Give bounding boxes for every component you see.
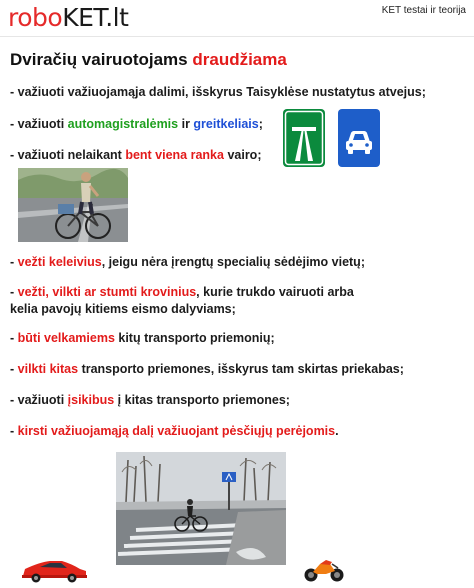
rule-item [10,284,354,318]
rule-highlight: vilkti kitas [17,362,79,376]
rule-item [10,84,426,101]
rule-item [10,330,275,347]
car-icon [20,556,88,583]
rule-item [10,147,261,164]
rule-item [10,423,339,440]
motorcycle-icon [302,558,346,583]
rule-highlight: įsikibus [67,393,115,407]
rule-highlight: kirsti važiuojamąją dalį važiuojant pėsčiųjų perėjomis [17,424,336,438]
rule-item [10,361,404,378]
rule-text: - [10,424,18,438]
rule-text: - važiuoti nelaikant [10,148,126,162]
cyclist-photo [18,168,128,242]
rule-text: - važiuoti važiuojamąja dalimi, išskyrus Taisyklėse nustatytus atvejus; [10,85,426,99]
logo-part-ket: KET.lt [62,3,129,32]
rule-text: - [10,285,18,299]
rule-text: - [10,331,18,345]
site-header [0,0,474,40]
rule-text: ir [178,117,194,131]
rule-item [10,116,263,133]
crossing-photo [116,452,286,565]
rule-text: - važiuoti [10,117,68,131]
rule-text: - važiuoti [10,393,68,407]
logo-part-robo: robo [8,3,63,32]
rule-highlight: būti velkamiems [17,331,115,345]
rule-highlight: bent viena ranka [125,148,224,162]
rule-highlight: vežti, vilkti ar stumti krovinius [17,285,197,299]
site-logo[interactable] [8,4,128,32]
rule-item [10,392,290,409]
rule-highlight-expressways: greitkeliais [193,117,259,131]
rule-item [10,254,365,271]
rule-text: ; [258,117,263,131]
title-prefix: Dviračių vairuotojams [10,50,188,69]
rule-text: į kitas transporto priemones; [114,393,290,407]
rule-text: , kurie trukdo vairuoti arba [196,285,354,299]
rule-text: kitų transporto priemonių; [114,331,275,345]
rule-text-line2: kelia pavojų kitiems eismo dalyviams; [10,302,236,316]
rule-text: transporto priemones, išskyrus tam skirtas priekabas; [78,362,404,376]
rule-text: , jeigu nėra įrengtų specialių sėdėjimo vietų; [101,255,365,269]
page-title [10,50,287,70]
site-tagline: KET testai ir teorija [381,5,466,16]
rule-text: . [335,424,339,438]
motorway-sign-icon [283,109,325,167]
title-highlight: draudžiama [192,50,287,69]
rule-text: - [10,255,18,269]
expressway-sign-icon [338,109,380,167]
rule-text: vairo; [223,148,262,162]
rule-text: - [10,362,18,376]
rule-highlight: vežti keleivius [17,255,102,269]
header-divider [0,36,474,37]
rule-highlight-motorways: automagistralėmis [67,117,179,131]
